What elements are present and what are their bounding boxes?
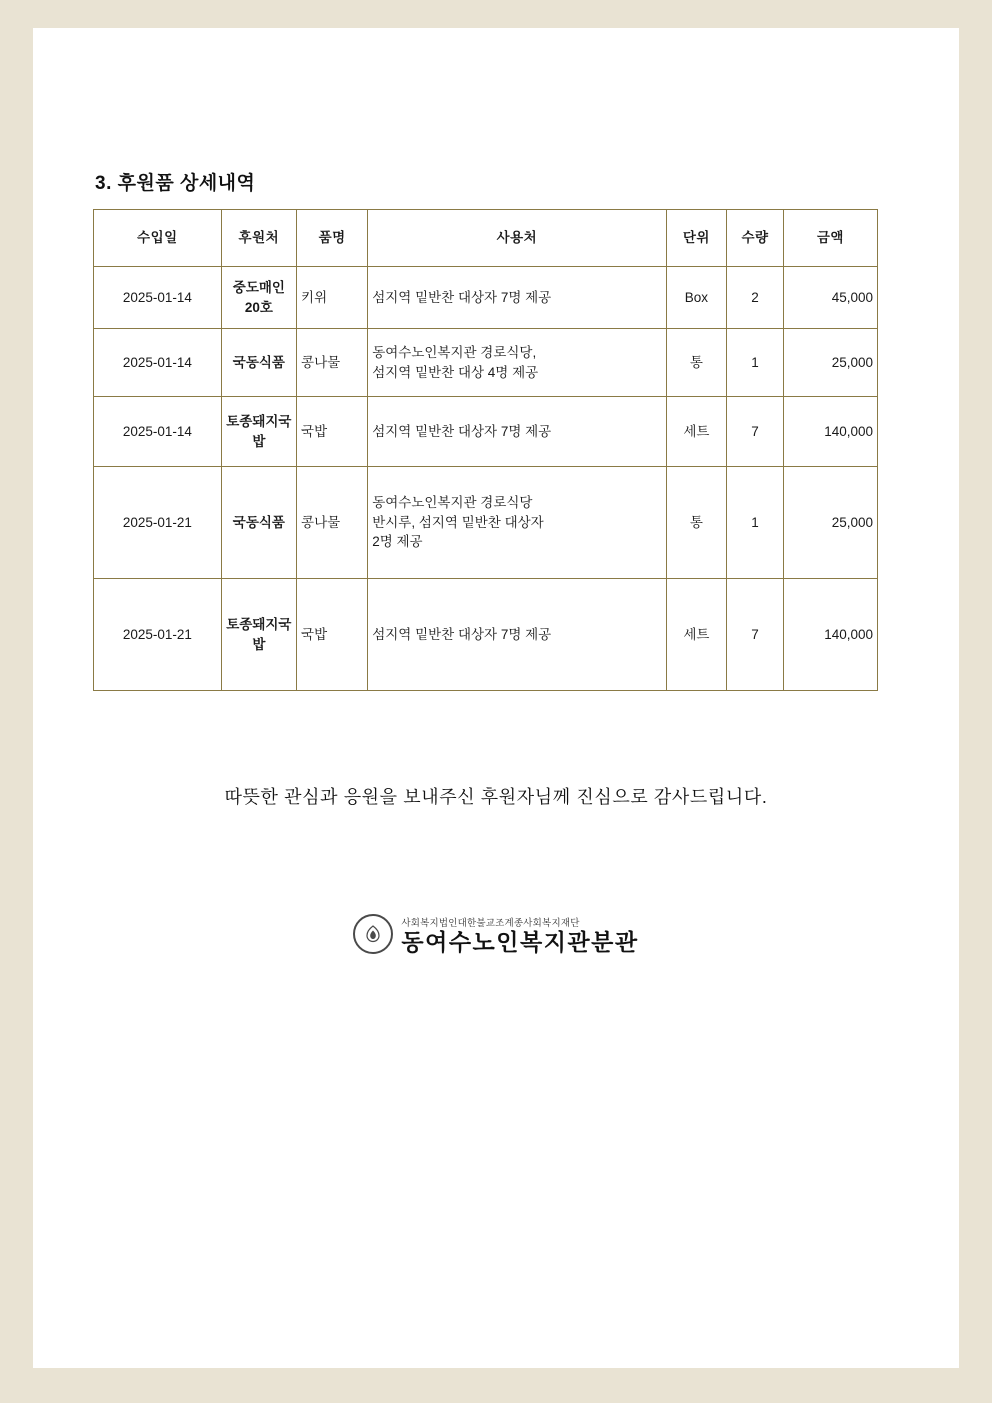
column-header-unit: 단위 (666, 210, 727, 267)
cell-amount: 25,000 (783, 467, 877, 579)
cell-amount: 140,000 (783, 397, 877, 467)
document-content (93, 168, 899, 954)
cell-donor: 토종돼지국밥 (221, 579, 296, 691)
cell-amount: 45,000 (783, 267, 877, 329)
cell-donor: 중도매인20호 (221, 267, 296, 329)
organization-subtitle: 사회복지법인대한불교조계종사회복지재단 (401, 917, 580, 929)
column-header-amount: 금액 (783, 210, 877, 267)
cell-unit: 세트 (666, 579, 727, 691)
foundation-emblem-icon (353, 914, 393, 954)
cell-quantity: 1 (727, 467, 784, 579)
cell-usage: 동여수노인복지관 경로식당 반시루, 섬지역 밑반찬 대상자 2명 제공 (368, 467, 666, 579)
column-header-quantity: 수량 (727, 210, 784, 267)
signature-block (93, 914, 899, 954)
cell-amount: 25,000 (783, 329, 877, 397)
organization-name: 동여수노인복지관분관 (401, 929, 639, 955)
cell-item: 국밥 (297, 579, 368, 691)
page-title: 3. 후원품 상세내역 (95, 173, 256, 194)
table-row (94, 467, 878, 579)
cell-item: 키위 (297, 267, 368, 329)
column-header-item: 품명 (297, 210, 368, 267)
cell-date: 2025-01-21 (94, 579, 222, 691)
cell-quantity: 7 (727, 579, 784, 691)
table-row (94, 397, 878, 467)
cell-usage: 섬지역 밑반찬 대상자 7명 제공 (368, 267, 666, 329)
cell-unit: 세트 (666, 397, 727, 467)
cell-donor: 토종돼지국밥 (221, 397, 296, 467)
cell-donor: 국동식품 (221, 467, 296, 579)
cell-date: 2025-01-14 (94, 267, 222, 329)
cell-quantity: 7 (727, 397, 784, 467)
cell-unit: 통 (666, 467, 727, 579)
table-header (94, 210, 878, 267)
cell-usage: 섬지역 밑반찬 대상자 7명 제공 (368, 397, 666, 467)
thanks-message: 따뜻한 관심과 응원을 보내주신 후원자님께 진심으로 감사드립니다. (224, 787, 768, 807)
column-header-donor: 후원처 (221, 210, 296, 267)
cell-unit: Box (666, 267, 727, 329)
cell-usage: 섬지역 밑반찬 대상자 7명 제공 (368, 579, 666, 691)
signature-text (401, 919, 638, 955)
donation-detail-table (93, 209, 878, 691)
cell-quantity: 2 (727, 267, 784, 329)
table-body (94, 267, 878, 691)
cell-item: 콩나물 (297, 329, 368, 397)
table-row (94, 267, 878, 329)
table-header-row (94, 210, 878, 267)
column-header-date: 수입일 (94, 210, 222, 267)
cell-amount: 140,000 (783, 579, 877, 691)
cell-date: 2025-01-14 (94, 329, 222, 397)
cell-item: 콩나물 (297, 467, 368, 579)
cell-donor: 국동식품 (221, 329, 296, 397)
cell-date: 2025-01-14 (94, 397, 222, 467)
table-row (94, 579, 878, 691)
document-page (33, 28, 959, 1368)
cell-quantity: 1 (727, 329, 784, 397)
cell-item: 국밥 (297, 397, 368, 467)
column-header-usage: 사용처 (368, 210, 666, 267)
cell-date: 2025-01-21 (94, 467, 222, 579)
cell-unit: 통 (666, 329, 727, 397)
table-row (94, 329, 878, 397)
cell-usage: 동여수노인복지관 경로식당, 섬지역 밑반찬 대상 4명 제공 (368, 329, 666, 397)
